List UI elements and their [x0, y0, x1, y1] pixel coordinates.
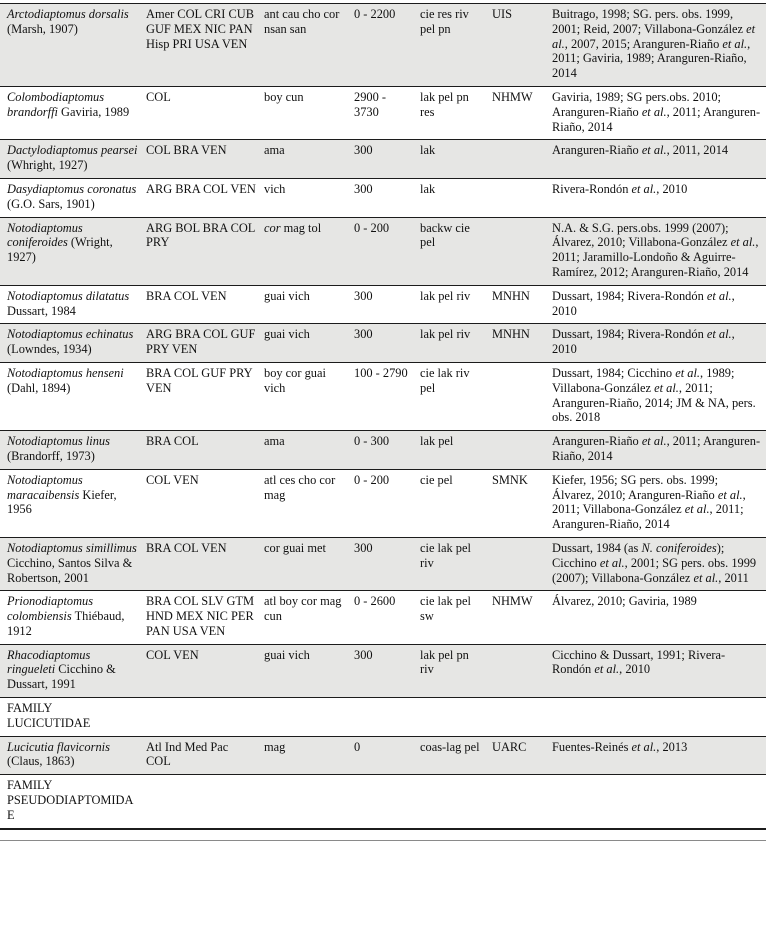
references-cell: [552, 775, 766, 829]
altitude-cell: 300: [354, 537, 420, 590]
museum-cell: [492, 431, 552, 470]
table-row: [0, 324, 766, 363]
regions-cell: ant cau cho cor nsan san: [264, 4, 354, 87]
habitats-cell: cie lak pel riv: [420, 537, 492, 590]
countries-cell: [146, 775, 264, 829]
species-cell: Notodiaptomus simillimus Cicchino, Santos Silva & Robertson, 2001: [0, 537, 146, 590]
species-cell: Colombodiaptomus brandorffi Gaviria, 1989: [0, 86, 146, 139]
references-cell: Dussart, 1984; Rivera-Rondón et al., 2010: [552, 285, 766, 324]
table-row: [0, 362, 766, 430]
references-cell: Kiefer, 1956; SG pers. obs. 1999; Álvarez, 2010; Aranguren-Riaño et al., 2011; Villabona-González et al., 2011; Aranguren-Riaño, 2014: [552, 469, 766, 537]
table-body: [0, 4, 766, 829]
altitude-cell: 0 - 200: [354, 469, 420, 537]
altitude-cell: 2900 - 3730: [354, 86, 420, 139]
habitats-cell: cie pel: [420, 469, 492, 537]
habitats-cell: lak pel pn res: [420, 86, 492, 139]
countries-cell: BRA COL VEN: [146, 285, 264, 324]
references-cell: Aranguren-Riaño et al., 2011, 2014: [552, 140, 766, 179]
museum-cell: NHMW: [492, 86, 552, 139]
museum-cell: [492, 698, 552, 737]
museum-cell: [492, 140, 552, 179]
altitude-cell: 0 - 300: [354, 431, 420, 470]
altitude-cell: 300: [354, 324, 420, 363]
museum-cell: MNHN: [492, 324, 552, 363]
species-cell: Notodiaptomus maracaibensis Kiefer, 1956: [0, 469, 146, 537]
altitude-cell: [354, 775, 420, 829]
regions-cell: cor guai met: [264, 537, 354, 590]
museum-cell: [492, 178, 552, 217]
altitude-cell: 0 - 2200: [354, 4, 420, 87]
habitats-cell: lak: [420, 140, 492, 179]
references-cell: Rivera-Rondón et al., 2010: [552, 178, 766, 217]
countries-cell: COL VEN: [146, 644, 264, 697]
countries-cell: BRA COL SLV GTM HND MEX NIC PER PAN USA VEN: [146, 591, 264, 644]
regions-cell: guai vich: [264, 285, 354, 324]
regions-cell: mag: [264, 736, 354, 775]
species-distribution-table: [0, 3, 766, 830]
references-cell: Dussart, 1984; Cicchino et al., 1989; Villabona-González et al., 2011; Aranguren-Riaño, 2014; JM & NA, pers. obs. 2018: [552, 362, 766, 430]
table-row: [0, 285, 766, 324]
regions-cell: guai vich: [264, 324, 354, 363]
references-cell: Dussart, 1984; Rivera-Rondón et al., 2010: [552, 324, 766, 363]
table-row: [0, 178, 766, 217]
regions-cell: atl boy cor mag cun: [264, 591, 354, 644]
countries-cell: ARG BRA COL VEN: [146, 178, 264, 217]
table-row: [0, 4, 766, 87]
habitats-cell: lak pel: [420, 431, 492, 470]
regions-cell: [264, 698, 354, 737]
table-row: [0, 591, 766, 644]
countries-cell: BRA COL GUF PRY VEN: [146, 362, 264, 430]
references-cell: Dussart, 1984 (as N. coniferoides); Cicchino et al., 2001; SG pers. obs. 1999 (2007); Villabona-González et al., 2011: [552, 537, 766, 590]
museum-cell: [492, 362, 552, 430]
references-cell: Aranguren-Riaño et al., 2011; Aranguren-Riaño, 2014: [552, 431, 766, 470]
species-cell: FAMILY LUCICUTIDAE: [0, 698, 146, 737]
table-row: [0, 140, 766, 179]
habitats-cell: backw cie pel: [420, 217, 492, 285]
habitats-cell: lak pel riv: [420, 324, 492, 363]
altitude-cell: 300: [354, 178, 420, 217]
altitude-cell: 300: [354, 140, 420, 179]
altitude-cell: 0 - 200: [354, 217, 420, 285]
species-cell: Notodiaptomus linus (Brandorff, 1973): [0, 431, 146, 470]
page-bottom-rule: [0, 840, 766, 841]
table-row: [0, 86, 766, 139]
species-cell: Dactylodiaptomus pearsei (Whright, 1927): [0, 140, 146, 179]
countries-cell: Atl Ind Med Pac COL: [146, 736, 264, 775]
table-row: [0, 217, 766, 285]
countries-cell: [146, 698, 264, 737]
habitats-cell: coas-lag pel: [420, 736, 492, 775]
altitude-cell: [354, 698, 420, 737]
countries-cell: COL VEN: [146, 469, 264, 537]
regions-cell: ama: [264, 431, 354, 470]
habitats-cell: cie res riv pel pn: [420, 4, 492, 87]
species-cell: Lucicutia flavicornis (Claus, 1863): [0, 736, 146, 775]
habitats-cell: cie lak riv pel: [420, 362, 492, 430]
references-cell: Álvarez, 2010; Gaviria, 1989: [552, 591, 766, 644]
museum-cell: UIS: [492, 4, 552, 87]
regions-cell: [264, 775, 354, 829]
museum-cell: SMNK: [492, 469, 552, 537]
species-cell: FAMILY PSEUDODIAPTOMIDAE: [0, 775, 146, 829]
table-row: [0, 736, 766, 775]
references-cell: Cicchino & Dussart, 1991; Rivera-Rondón et al., 2010: [552, 644, 766, 697]
countries-cell: BRA COL: [146, 431, 264, 470]
countries-cell: Amer COL CRI CUB GUF MEX NIC PAN Hisp PRI USA VEN: [146, 4, 264, 87]
museum-cell: [492, 644, 552, 697]
regions-cell: boy cun: [264, 86, 354, 139]
habitats-cell: lak pel riv: [420, 285, 492, 324]
altitude-cell: 0 - 2600: [354, 591, 420, 644]
table-row: [0, 537, 766, 590]
species-cell: Notodiaptomus echinatus (Lowndes, 1934): [0, 324, 146, 363]
regions-cell: vich: [264, 178, 354, 217]
habitats-cell: lak pel pn riv: [420, 644, 492, 697]
countries-cell: COL: [146, 86, 264, 139]
table-row: [0, 698, 766, 737]
countries-cell: ARG BOL BRA COL PRY: [146, 217, 264, 285]
species-cell: Notodiaptomus henseni (Dahl, 1894): [0, 362, 146, 430]
regions-cell: guai vich: [264, 644, 354, 697]
references-cell: Buitrago, 1998; SG. pers. obs. 1999, 2001; Reid, 2007; Villabona-González et al., 2007, 2015; Aranguren-Riaño et al., 2011; Gaviria, 1989; Aranguren-Riaño, 2014: [552, 4, 766, 87]
museum-cell: MNHN: [492, 285, 552, 324]
table-row: [0, 469, 766, 537]
habitats-cell: lak: [420, 178, 492, 217]
species-cell: Notodiaptomus coniferoides (Wright, 1927): [0, 217, 146, 285]
altitude-cell: 300: [354, 644, 420, 697]
species-cell: Arctodiaptomus dorsalis (Marsh, 1907): [0, 4, 146, 87]
references-cell: [552, 698, 766, 737]
countries-cell: ARG BRA COL GUF PRY VEN: [146, 324, 264, 363]
habitats-cell: cie lak pel sw: [420, 591, 492, 644]
references-cell: Gaviria, 1989; SG pers.obs. 2010; Aranguren-Riaño et al., 2011; Aranguren-Riaño, 2014: [552, 86, 766, 139]
altitude-cell: 0: [354, 736, 420, 775]
species-cell: Prionodiaptomus colombiensis Thiébaud, 1912: [0, 591, 146, 644]
table-row: [0, 431, 766, 470]
table-row: [0, 775, 766, 829]
regions-cell: cor mag tol: [264, 217, 354, 285]
museum-cell: NHMW: [492, 591, 552, 644]
altitude-cell: 300: [354, 285, 420, 324]
references-cell: Fuentes-Reinés et al., 2013: [552, 736, 766, 775]
regions-cell: atl ces cho cor mag: [264, 469, 354, 537]
references-cell: N.A. & S.G. pers.obs. 1999 (2007); Álvarez, 2010; Villabona-González et al., 2011; Jaramillo-Londoño & Aguirre-Ramírez, 2012; Aranguren-Riaño, 2014: [552, 217, 766, 285]
species-cell: Notodiaptomus dilatatus Dussart, 1984: [0, 285, 146, 324]
regions-cell: boy cor guai vich: [264, 362, 354, 430]
regions-cell: ama: [264, 140, 354, 179]
species-cell: Rhacodiaptomus ringueleti Cicchino & Dussart, 1991: [0, 644, 146, 697]
countries-cell: BRA COL VEN: [146, 537, 264, 590]
countries-cell: COL BRA VEN: [146, 140, 264, 179]
species-cell: Dasydiaptomus coronatus (G.O. Sars, 1901): [0, 178, 146, 217]
museum-cell: [492, 217, 552, 285]
habitats-cell: [420, 698, 492, 737]
habitats-cell: [420, 775, 492, 829]
museum-cell: [492, 537, 552, 590]
museum-cell: UARC: [492, 736, 552, 775]
museum-cell: [492, 775, 552, 829]
altitude-cell: 100 - 2790: [354, 362, 420, 430]
table-row: [0, 644, 766, 697]
